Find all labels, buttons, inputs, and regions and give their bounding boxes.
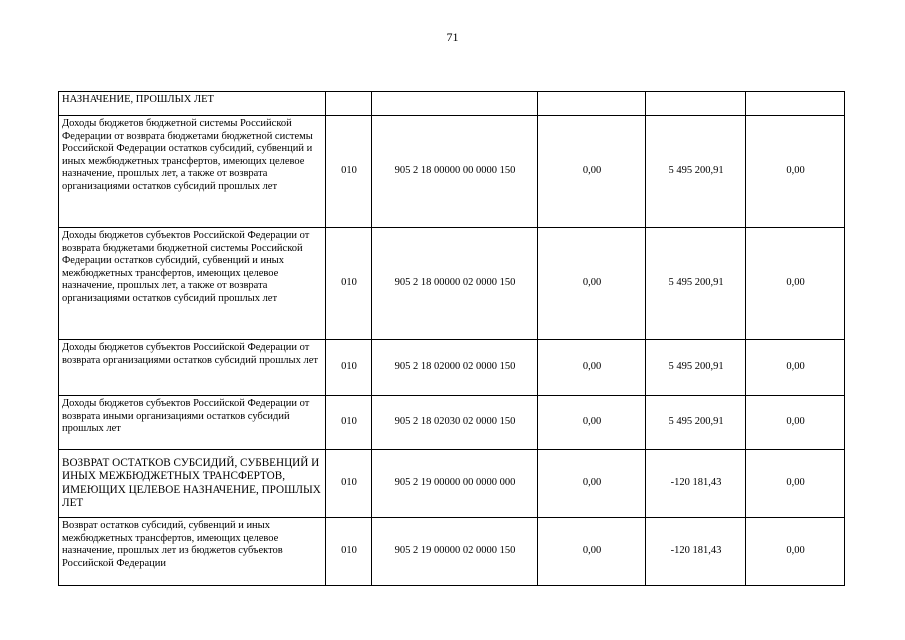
table-row <box>59 450 845 518</box>
budget-revenue-table <box>58 91 845 586</box>
row-value-2-cell: 5 495 200,91 <box>646 116 746 228</box>
row-name-cell: Доходы бюджетов бюджетной системы Российской Федерации от возврата бюджетами бюджетной системы Российской Федерации остатков субсидий, субвенций и иных межбюджетных трансфертов, имеющих целевое назначение, прошлых лет, а также от возврата организациями остатков субсидий прошлых лет <box>59 116 326 228</box>
row-name-cell: Доходы бюджетов субъектов Российской Федерации от возврата иными организациями остатков субсидий прошлых лет <box>59 396 326 450</box>
row-code-cell <box>326 92 372 116</box>
row-value-2-cell: 5 495 200,91 <box>646 340 746 396</box>
row-kbk-cell: 905 2 18 02000 02 0000 150 <box>372 340 538 396</box>
row-kbk-cell: 905 2 19 00000 00 0000 000 <box>372 450 538 518</box>
table-row <box>59 518 845 586</box>
row-value-3-cell: 0,00 <box>746 518 845 586</box>
row-code-cell: 010 <box>326 116 372 228</box>
row-code-cell: 010 <box>326 228 372 340</box>
page-number: 71 <box>446 30 459 44</box>
row-value-2-cell: -120 181,43 <box>646 450 746 518</box>
table-row <box>59 340 845 396</box>
row-value-1-cell: 0,00 <box>538 450 646 518</box>
row-kbk-cell: 905 2 19 00000 02 0000 150 <box>372 518 538 586</box>
row-code-cell: 010 <box>326 450 372 518</box>
row-code-cell: 010 <box>326 396 372 450</box>
row-value-2-cell <box>646 92 746 116</box>
row-kbk-cell: 905 2 18 02030 02 0000 150 <box>372 396 538 450</box>
row-value-1-cell: 0,00 <box>538 340 646 396</box>
row-value-3-cell: 0,00 <box>746 396 845 450</box>
table-row <box>59 116 845 228</box>
row-name-cell: ВОЗВРАТ ОСТАТКОВ СУБСИДИЙ, СУБВЕНЦИЙ И ИНЫХ МЕЖБЮДЖЕТНЫХ ТРАНСФЕРТОВ, ИМЕЮЩИХ ЦЕЛЕВОЕ НАЗНАЧЕНИЕ, ПРОШЛЫХ ЛЕТ <box>59 450 326 518</box>
row-value-3-cell: 0,00 <box>746 450 845 518</box>
row-code-cell: 010 <box>326 340 372 396</box>
row-value-2-cell: 5 495 200,91 <box>646 396 746 450</box>
row-kbk-cell <box>372 92 538 116</box>
row-value-3-cell <box>746 92 845 116</box>
row-kbk-cell: 905 2 18 00000 02 0000 150 <box>372 228 538 340</box>
row-value-1-cell: 0,00 <box>538 116 646 228</box>
row-value-1-cell: 0,00 <box>538 396 646 450</box>
row-value-1-cell: 0,00 <box>538 228 646 340</box>
row-name-cell: Возврат остатков субсидий, субвенций и иных межбюджетных трансфертов, имеющих целевое назначение, прошлых лет из бюджетов субъектов Российской Федерации <box>59 518 326 586</box>
table-row <box>59 92 845 116</box>
row-kbk-cell: 905 2 18 00000 00 0000 150 <box>372 116 538 228</box>
row-value-3-cell: 0,00 <box>746 340 845 396</box>
row-value-2-cell: -120 181,43 <box>646 518 746 586</box>
row-value-3-cell: 0,00 <box>746 228 845 340</box>
row-name-cell: Доходы бюджетов субъектов Российской Федерации от возврата организациями остатков субсидий прошлых лет <box>59 340 326 396</box>
table-row <box>59 396 845 450</box>
table-row <box>59 228 845 340</box>
row-value-1-cell <box>538 92 646 116</box>
row-code-cell: 010 <box>326 518 372 586</box>
row-value-1-cell: 0,00 <box>538 518 646 586</box>
row-value-3-cell: 0,00 <box>746 116 845 228</box>
row-name-cell: НАЗНАЧЕНИЕ, ПРОШЛЫХ ЛЕТ <box>59 92 326 116</box>
row-name-cell: Доходы бюджетов субъектов Российской Федерации от возврата бюджетами бюджетной системы Российской Федерации остатков субсидий, субвенций и иных межбюджетных трансфертов, имеющих целевое назначение, прошлых лет, а также от возврата организациями остатков субсидий прошлых лет <box>59 228 326 340</box>
row-value-2-cell: 5 495 200,91 <box>646 228 746 340</box>
